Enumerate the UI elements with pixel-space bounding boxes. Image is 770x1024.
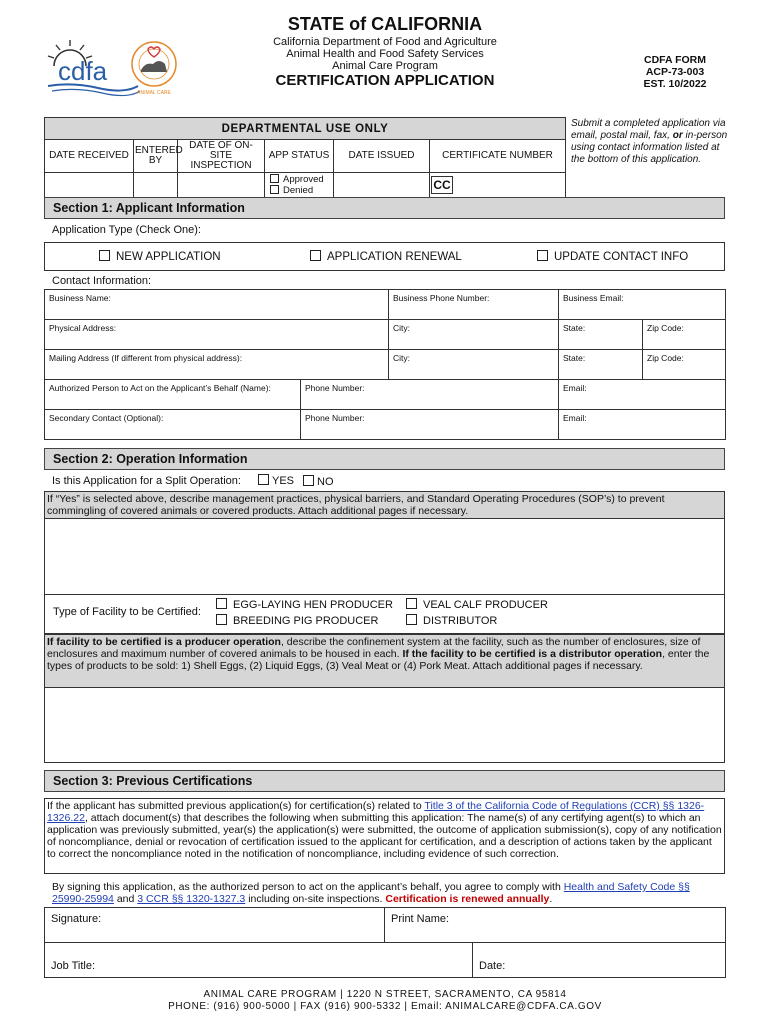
section-3-heading: Section 3: Previous Certifications [44, 770, 725, 792]
veal-calf-option[interactable]: VEAL CALF PRODUCER [406, 598, 548, 611]
application-type-label: Application Type (Check One): [52, 224, 201, 236]
checkbox[interactable] [406, 598, 417, 609]
producer-distributor-instructions: If facility to be certified is a producer operation, describe the confinement system at the facility, such as the number of enclosures, size of enclosures and maximum number of covered animals to be housed in each. If the facility to be certified is a distributor operation, enter the types of products to be sold: 1) Shell Eggs, (2) Liquid Eggs, (3) Veal Meat or (4) Pork Meat. Attach additional pages if necessary. [44, 634, 725, 688]
state-field[interactable]: State: [559, 320, 643, 350]
distributor-option[interactable]: DISTRIBUTOR [406, 614, 497, 627]
form-number: ACP-73-003 [645, 66, 705, 78]
signing-agreement: By signing this application, as the authorized person to act on the applicant’s behalf, you agree to comply with Health and Safety Code §§ 25990-25994 and 3 CCR §§ 1320-1327.3 including on-site inspections. Certification is renewed annually. [52, 881, 690, 905]
seal-text: ANIMAL CARE [137, 90, 171, 96]
date-received-field[interactable] [45, 173, 134, 198]
ccr-link[interactable]: Title 3 of the California Code of Regulations (CCR) §§ 1326-1326.22 [47, 800, 705, 824]
checkbox[interactable] [310, 250, 321, 261]
mailing-zip-field[interactable]: Zip Code: [643, 350, 726, 380]
cert-prefix: CC [431, 176, 453, 194]
section-2-heading: Section 2: Operation Information [44, 448, 725, 470]
physical-address-field[interactable]: Physical Address: [45, 320, 389, 350]
job-title-field[interactable]: Job Title: [45, 943, 473, 978]
facility-type-block [44, 594, 725, 634]
date-field[interactable]: Date: [473, 943, 726, 978]
mailing-state-field[interactable]: State: [559, 350, 643, 380]
secondary-phone-field[interactable]: Phone Number: [301, 410, 559, 440]
checkbox[interactable] [99, 250, 110, 261]
ccr-1320-link[interactable]: 3 CCR §§ 1320-1327.3 [137, 893, 246, 905]
business-name-field[interactable]: Business Name: [45, 290, 389, 320]
departmental-use-table [44, 117, 566, 198]
logo-text: cdfa [58, 56, 108, 86]
split-description-area[interactable] [44, 518, 725, 595]
secondary-contact-field[interactable]: Secondary Contact (Optional): [45, 410, 301, 440]
footer-contact: PHONE: (916) 900-5000 | FAX (916) 900-5332 | Email: ANIMALCARE@CDFA.CA.GOV [168, 1001, 602, 1012]
page-title: STATE of CALIFORNIA [287, 14, 483, 34]
checkbox[interactable] [406, 614, 417, 625]
col-app-status: APP STATUS [265, 140, 334, 173]
checkbox[interactable] [216, 614, 227, 625]
authorized-email-field[interactable]: Email: [559, 380, 726, 410]
split-yes-option[interactable]: YES [258, 474, 294, 487]
new-application-option[interactable]: NEW APPLICATION [99, 250, 221, 263]
zip-field[interactable]: Zip Code: [643, 320, 726, 350]
dept-use-heading: DEPARTMENTAL USE ONLY [45, 118, 566, 140]
split-no-option[interactable]: NO [303, 475, 334, 488]
renewal-notice: Certification is renewed annually [385, 893, 550, 905]
app-status-field [265, 173, 334, 198]
health-safety-code-link[interactable]: Health and Safety Code §§ 25990-25994 [52, 881, 690, 905]
city-field[interactable]: City: [389, 320, 559, 350]
application-type-options [44, 242, 725, 271]
program-name: Animal Care Program [332, 60, 438, 72]
footer-address: ANIMAL CARE PROGRAM | 1220 N STREET, SACRAMENTO, CA 95814 [203, 989, 567, 1000]
contact-info-table [44, 289, 726, 440]
col-entered-by: ENTERED BY [134, 140, 178, 173]
checkbox[interactable] [537, 250, 548, 261]
footer [0, 989, 770, 1013]
dept-name: California Department of Food and Agriculture [273, 36, 497, 48]
application-renewal-option[interactable]: APPLICATION RENEWAL [310, 250, 462, 263]
egg-laying-hen-option[interactable]: EGG-LAYING HEN PRODUCER [216, 598, 393, 611]
authorized-phone-field[interactable]: Phone Number: [301, 380, 559, 410]
checkbox[interactable] [270, 185, 279, 194]
section-1-heading: Section 1: Applicant Information [44, 197, 725, 219]
signature-field[interactable]: Signature: [45, 908, 385, 943]
form-date: EST. 10/2022 [643, 78, 707, 90]
col-certificate-number: CERTIFICATE NUMBER [430, 140, 566, 173]
signature-table [44, 907, 726, 978]
inspection-date-field[interactable] [178, 173, 265, 198]
checkbox[interactable] [258, 474, 269, 485]
entered-by-field[interactable] [134, 173, 178, 198]
facility-description-area[interactable] [44, 687, 725, 763]
mailing-address-field[interactable]: Mailing Address (If different from physical address): [45, 350, 389, 380]
col-date-issued: DATE ISSUED [334, 140, 430, 173]
submission-note: Submit a completed application via email, postal mail, fax, or in-person using contact information listed at the bottom of this application. [571, 118, 728, 165]
authorized-person-field[interactable]: Authorized Person to Act on the Applicant’s Behalf (Name): [45, 380, 301, 410]
print-name-field[interactable]: Print Name: [385, 908, 726, 943]
secondary-email-field[interactable]: Email: [559, 410, 726, 440]
date-issued-field[interactable] [334, 173, 430, 198]
division-name: Animal Health and Food Safety Services [286, 48, 484, 60]
split-instructions: If “Yes” is selected above, describe management practices, physical barriers, and Standard Operating Procedures (SOP’s) to prevent commingling of covered animals or covered products. Attach additional pages if necessary. [44, 491, 725, 519]
application-title: CERTIFICATION APPLICATION [275, 72, 495, 89]
update-contact-option[interactable]: UPDATE CONTACT INFO [537, 250, 688, 263]
checkbox[interactable] [270, 174, 279, 183]
checkbox[interactable] [216, 598, 227, 609]
col-inspection-date: DATE OF ON-SITE INSPECTION [178, 140, 265, 173]
form-label: CDFA FORM [643, 54, 707, 66]
business-phone-field[interactable]: Business Phone Number: [389, 290, 559, 320]
breeding-pig-option[interactable]: BREEDING PIG PRODUCER [216, 614, 378, 627]
status-approved[interactable]: Approved [266, 174, 332, 185]
mailing-city-field[interactable]: City: [389, 350, 559, 380]
business-email-field[interactable]: Business Email: [559, 290, 726, 320]
split-operation-question: Is this Application for a Split Operation: [52, 475, 241, 487]
status-denied[interactable]: Denied [266, 185, 332, 196]
certificate-number-field[interactable] [430, 173, 566, 198]
previous-certifications-text: If the applicant has submitted previous application(s) for certification(s) related to Title 3 of the California Code of Regulations (CCR) §§ 1326-1326.22, attach document(s) that describes the following when submitting this application: The name(s) of any certifying agent(s) to which an application was previously submitted, year(s) the application(s) were submitted, the outcome of application submission(s), copy of any notification of noncompliance, denial or revocation of certification issued to the applicant for certification, and a description of actions taken by the applicant to correct the noncompliance noted in the notification of noncompliance, including evidence of such correction. [44, 798, 725, 874]
facility-type-label: Type of Facility to be Certified: [53, 606, 201, 618]
contact-info-label: Contact Information: [52, 275, 152, 287]
checkbox[interactable] [303, 475, 314, 486]
col-date-received: DATE RECEIVED [45, 140, 134, 173]
